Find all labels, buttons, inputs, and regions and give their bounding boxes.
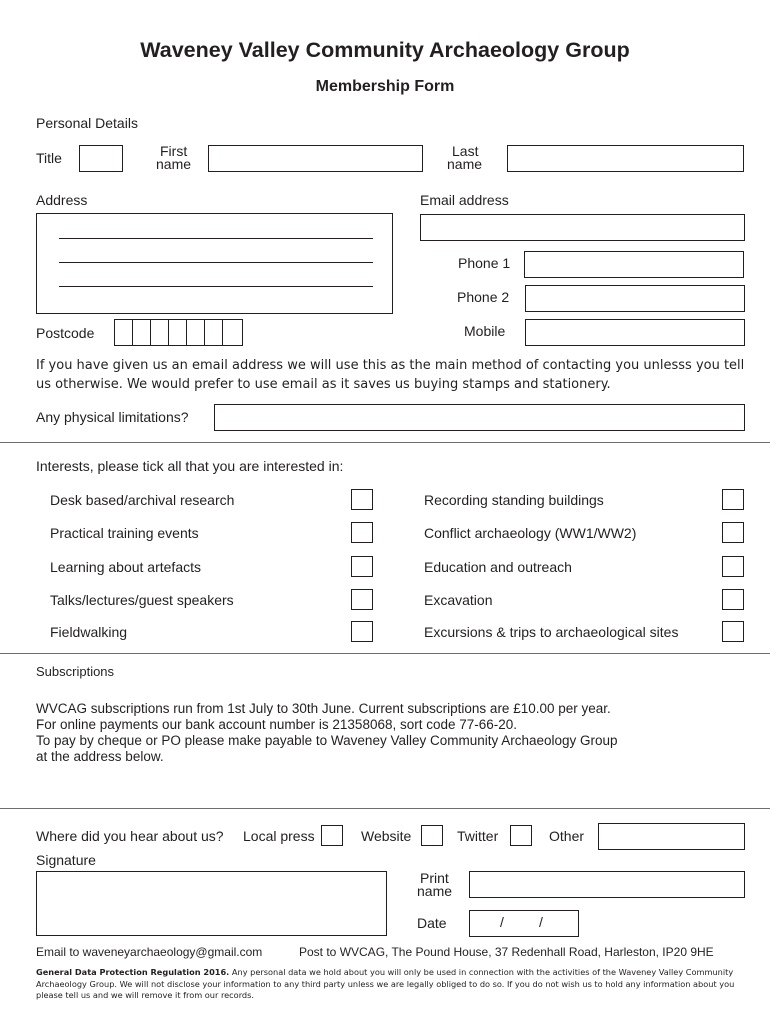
interest-label: Practical training events (50, 525, 199, 541)
email-contact: Email to waveneyarchaeology@gmail.com (36, 945, 263, 959)
date-field[interactable] (469, 910, 579, 937)
twitter-checkbox[interactable] (510, 825, 532, 846)
interest-label: Excavation (424, 592, 493, 608)
section-divider (0, 808, 770, 809)
subscription-line: WVCAG subscriptions run from 1st July to 30th June. Current subscriptions are £10.00 per year. (36, 701, 611, 716)
postcode-cell-divider (132, 319, 150, 346)
interest-checkbox[interactable] (351, 621, 373, 642)
print-name-field[interactable] (469, 871, 745, 898)
date-separator: / (500, 914, 504, 930)
postcode-cell-divider (150, 319, 168, 346)
interest-checkbox[interactable] (722, 522, 744, 543)
first-name-label-bottom: name (156, 156, 192, 172)
postcode-cell-divider (222, 319, 240, 346)
post-contact: Post to WVCAG, The Pound House, 37 Redenhall Road, Harleston, IP20 9HE (299, 945, 714, 959)
signature-field[interactable] (36, 871, 387, 936)
mobile-label: Mobile (464, 323, 506, 339)
twitter-label: Twitter (457, 828, 499, 844)
interest-label: Talks/lectures/guest speakers (50, 592, 234, 608)
limitations-label: Any physical limitations? (36, 409, 189, 425)
print-name-label-top: Print (420, 870, 449, 886)
phone1-field[interactable] (524, 251, 744, 278)
last-name-label-top: Last (452, 143, 479, 159)
local-press-label: Local press (243, 828, 315, 844)
postcode-cell-divider (186, 319, 204, 346)
other-label: Other (549, 828, 585, 844)
first-name-field[interactable] (208, 145, 423, 172)
address-field[interactable] (36, 213, 393, 314)
first-name-label-top: First (160, 143, 188, 159)
interest-checkbox[interactable] (722, 589, 744, 610)
subscription-line: For online payments our bank account number is 21358068, sort code 77-66-20. (36, 717, 518, 732)
section-divider (0, 653, 770, 654)
last-name-label-bottom: name (447, 156, 483, 172)
local-press-checkbox[interactable] (321, 825, 343, 846)
interest-label: Learning about artefacts (50, 559, 201, 575)
interest-label: Desk based/archival research (50, 492, 235, 508)
website-checkbox[interactable] (421, 825, 443, 846)
gdpr-text: Any personal data we hold about you will only be used in connection with the activities of the Waveney Valley Community Archaeology Group. We will not disclose your information to any third party unless we are legally obliged to do so. If you do not wish us to hold any information about you please tell us and we will remove it from our records. (36, 967, 735, 1001)
form-subtitle: Membership Form (315, 78, 455, 95)
title-label: Title (36, 150, 62, 166)
gdpr-notice (36, 967, 750, 1002)
interest-checkbox[interactable] (351, 489, 373, 510)
section-divider (0, 442, 770, 443)
interest-label: Conflict archaeology (WW1/WW2) (424, 525, 637, 541)
date-label: Date (417, 915, 447, 931)
mobile-field[interactable] (525, 319, 745, 346)
interest-checkbox[interactable] (722, 556, 744, 577)
gdpr-title: General Data Protection Regulation 2016. (36, 967, 230, 977)
date-separator: / (539, 914, 543, 930)
print-name-label-bottom: name (417, 883, 453, 899)
subscriptions-heading: Subscriptions (36, 664, 115, 679)
signature-label: Signature (36, 852, 96, 868)
subscription-line: To pay by cheque or PO please make payable to Waveney Valley Community Archaeology Group (36, 733, 618, 748)
interest-label: Excursions & trips to archaeological sites (424, 624, 679, 640)
title-field[interactable] (79, 145, 123, 172)
website-label: Website (361, 828, 412, 844)
subscription-line: at the address below. (36, 749, 164, 764)
interest-checkbox[interactable] (351, 556, 373, 577)
last-name-field[interactable] (507, 145, 744, 172)
interest-checkbox[interactable] (722, 489, 744, 510)
form-title: Waveney Valley Community Archaeology Group (140, 38, 630, 62)
postcode-label: Postcode (36, 325, 95, 341)
address-line (59, 262, 373, 263)
address-line (59, 238, 373, 239)
interest-label: Recording standing buildings (424, 492, 604, 508)
interest-label: Education and outreach (424, 559, 572, 575)
phone2-field[interactable] (525, 285, 745, 312)
interests-heading: Interests, please tick all that you are interested in: (36, 458, 344, 474)
interest-checkbox[interactable] (351, 589, 373, 610)
postcode-cell-divider (168, 319, 186, 346)
address-label: Address (36, 192, 88, 208)
phone1-label: Phone 1 (458, 255, 511, 271)
limitations-field[interactable] (214, 404, 745, 431)
email-field[interactable] (420, 214, 745, 241)
other-field[interactable] (598, 823, 745, 850)
personal-details-heading: Personal Details (36, 115, 138, 131)
postcode-cell-divider (204, 319, 222, 346)
address-line (59, 286, 373, 287)
email-label: Email address (420, 192, 509, 208)
interest-checkbox[interactable] (351, 522, 373, 543)
interest-checkbox[interactable] (722, 621, 744, 642)
hear-about-label: Where did you hear about us? (36, 828, 224, 844)
email-contact-note: If you have given us an email address we will use this as the main method of contacting you unlesss you tell us otherwise. We would prefer to use email as it saves us buying stamps and stationery. (36, 358, 745, 392)
phone2-label: Phone 2 (457, 289, 510, 305)
interest-label: Fieldwalking (50, 624, 128, 640)
